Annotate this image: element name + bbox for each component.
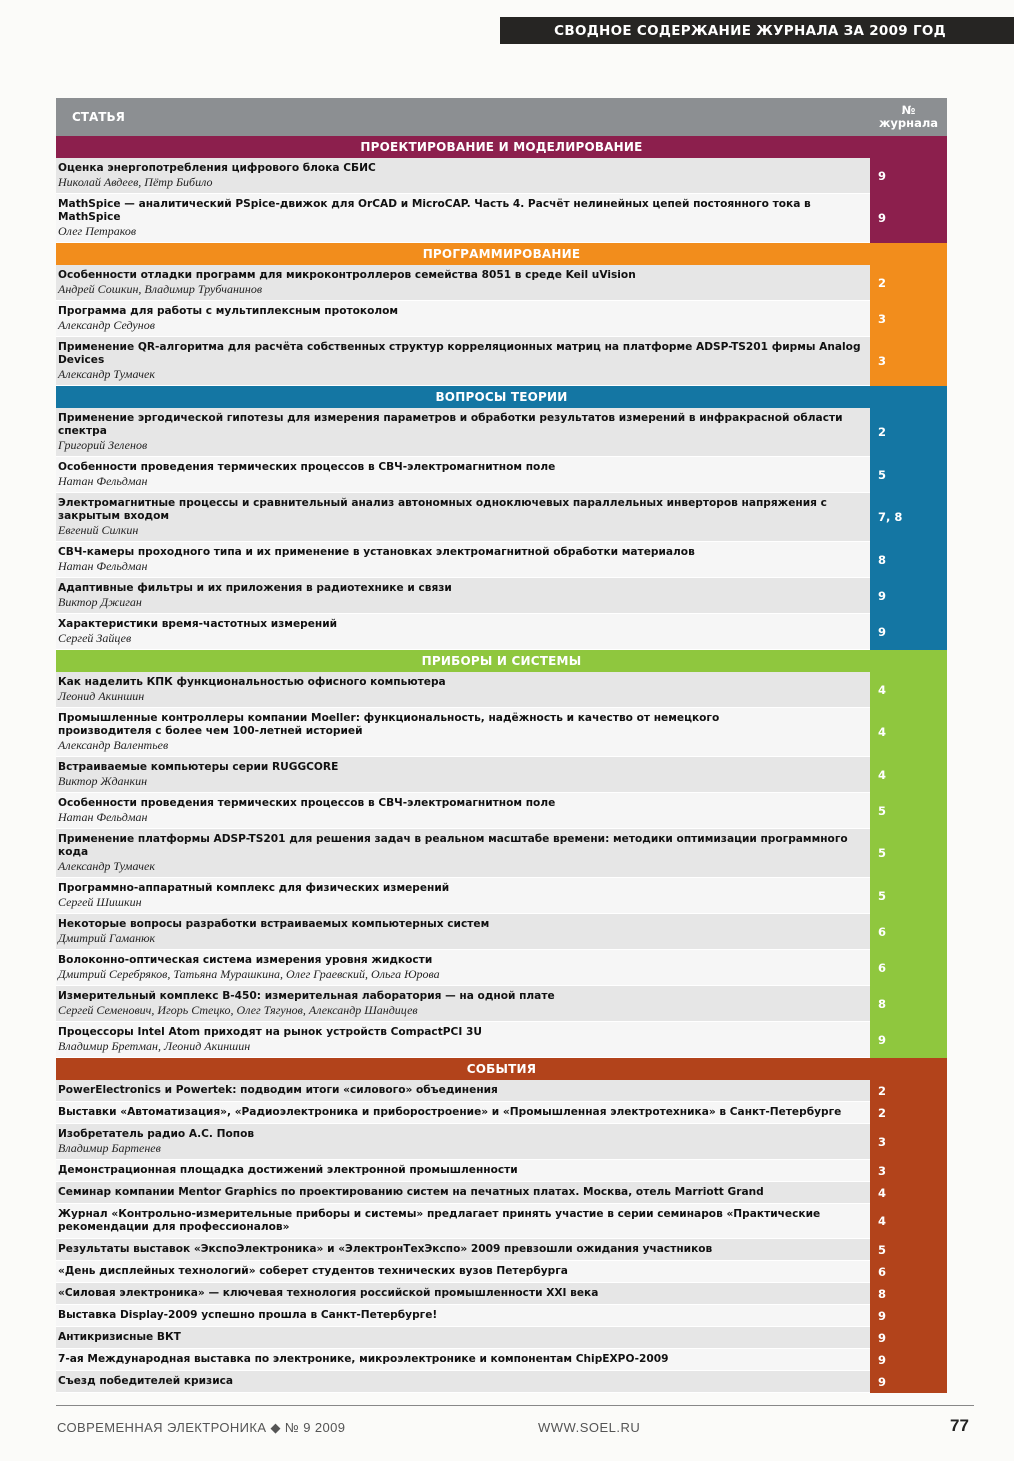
- issue-number: 9: [870, 1327, 947, 1349]
- issue-number: 5: [870, 878, 947, 914]
- article-title: Применение QR-алгоритма для расчёта собственных структур корреляционных матриц на платформе ADSP-TS201 фирмы Analog Devices: [58, 341, 861, 366]
- issue-number: 9: [870, 1022, 947, 1058]
- table-row[interactable]: [56, 158, 947, 194]
- table-row[interactable]: [56, 672, 947, 708]
- article-title: Оценка энергопотребления цифрового блока СБИС: [58, 162, 376, 174]
- header-num-word: журнала: [878, 116, 939, 130]
- article-author: Александр Тумачек: [58, 859, 155, 873]
- article-author: Натан Фельдман: [58, 474, 148, 488]
- article-author: Николай Авдеев, Пётр Бибило: [58, 175, 213, 189]
- table-row[interactable]: [56, 614, 947, 650]
- article-title: Съезд победителей кризиса: [58, 1375, 234, 1387]
- footer-website[interactable]: WWW.SOEL.RU: [538, 1420, 641, 1435]
- page-banner: [500, 17, 1014, 44]
- table-row[interactable]: [56, 1160, 947, 1182]
- article-title: Особенности проведения термических процессов в СВЧ-электромагнитном поле: [58, 797, 556, 809]
- article-title: Антикризисные ВКТ: [58, 1331, 181, 1343]
- article-author: Сергей Семенович, Игорь Стецко, Олег Тягунов, Александр Шандицев: [58, 1003, 418, 1017]
- issue-number: 3: [870, 337, 947, 386]
- section-title: ПРОГРАММИРОВАНИЕ: [56, 243, 947, 266]
- table-row[interactable]: [56, 408, 947, 457]
- article-title: Измерительный комплекс B-450: измерительная лаборатория — на одной плате: [58, 990, 555, 1002]
- article-title: Как наделить КПК функциональностью офисного компьютера: [58, 676, 446, 688]
- issue-number: 8: [870, 542, 947, 578]
- table-row[interactable]: [56, 194, 947, 243]
- article-author: Леонид Акиншин: [58, 689, 145, 703]
- table-row[interactable]: [56, 1327, 947, 1349]
- table-row[interactable]: [56, 1204, 947, 1239]
- banner-title: СВОДНОЕ СОДЕРЖАНИЕ ЖУРНАЛА ЗА 2009 ГОД: [554, 22, 946, 39]
- issue-number: 4: [870, 1204, 947, 1239]
- article-title: MathSpice — аналитический PSpice-движок для OrCAD и MicroCAP. Часть 4. Расчёт нелинейных цепей постоянного тока в MathSpice: [58, 198, 811, 223]
- table-row[interactable]: [56, 493, 947, 542]
- section-events: [56, 1058, 947, 1393]
- article-author: Олег Петраков: [58, 224, 137, 238]
- article-title: Адаптивные фильтры и их приложения в радиотехнике и связи: [58, 582, 452, 594]
- table-row[interactable]: [56, 1182, 947, 1204]
- article-title: Характеристики время-частотных измерений: [58, 618, 338, 630]
- article-author: Андрей Сошкин, Владимир Трубчанинов: [58, 282, 263, 296]
- table-header: [56, 98, 947, 136]
- issue-number: 9: [870, 1371, 947, 1393]
- issue-number: 5: [870, 793, 947, 829]
- footer-magazine: СОВРЕМЕННАЯ ЭЛЕКТРОНИКА ◆ № 9 2009: [57, 1420, 346, 1435]
- issue-number: 4: [870, 708, 947, 757]
- article-title: Выставка Display-2009 успешно прошла в Санкт-Петербурге!: [58, 1309, 438, 1321]
- article-title: Применение эргодической гипотезы для измерения параметров и обработки результатов измерений в инфракрасной области спектра: [58, 412, 843, 437]
- table-row[interactable]: [56, 457, 947, 493]
- footer-divider: [56, 1405, 974, 1406]
- table-row[interactable]: [56, 265, 947, 301]
- article-author: Натан Фельдман: [58, 559, 148, 573]
- article-title: Особенности проведения термических процессов в СВЧ-электромагнитном поле: [58, 461, 556, 473]
- table-row[interactable]: [56, 829, 947, 878]
- section-title: СОБЫТИЯ: [56, 1058, 947, 1081]
- article-title: Электромагнитные процессы и сравнительный анализ автономных одноключевых параллельных инверторов напряжения с закрытым входом: [58, 497, 827, 522]
- issue-number: 6: [870, 914, 947, 950]
- issue-number: 5: [870, 457, 947, 493]
- header-article: СТАТЬЯ: [56, 98, 870, 136]
- article-author: Сергей Зайцев: [58, 631, 132, 645]
- header-num-symbol: №: [901, 103, 916, 117]
- table-row[interactable]: [56, 708, 947, 757]
- section-title: ПРИБОРЫ И СИСТЕМЫ: [56, 650, 947, 673]
- issue-number: 2: [870, 265, 947, 301]
- table-row[interactable]: [56, 793, 947, 829]
- article-title: Выставки «Автоматизация», «Радиоэлектроника и приборостроение» и «Промышленная электротехника» в Санкт-Петербурге: [58, 1106, 842, 1118]
- section-programming: [56, 243, 947, 386]
- section-theory: [56, 386, 947, 650]
- section-title: ВОПРОСЫ ТЕОРИИ: [56, 386, 947, 409]
- article-title: Встраиваемые компьютеры серии RUGGCORE: [58, 761, 339, 773]
- issue-number: 4: [870, 757, 947, 793]
- article-author: Виктор Джиган: [58, 595, 142, 609]
- article-title: «Силовая электроника» — ключевая технология российской промышленности XXI века: [58, 1287, 599, 1299]
- contents-table: [56, 98, 947, 1393]
- table-row[interactable]: [56, 1080, 947, 1102]
- issue-number: 9: [870, 194, 947, 243]
- article-title: Программа для работы с мультиплексным протоколом: [58, 305, 399, 317]
- table-row[interactable]: [56, 986, 947, 1022]
- table-row[interactable]: [56, 1283, 947, 1305]
- issue-number: 8: [870, 986, 947, 1022]
- issue-number: 7, 8: [870, 493, 947, 542]
- article-title: Некоторые вопросы разработки встраиваемых компьютерных систем: [58, 918, 490, 930]
- table-row[interactable]: [56, 1102, 947, 1124]
- header-issue-number: [870, 98, 947, 136]
- table-row[interactable]: [56, 301, 947, 337]
- issue-number: 2: [870, 408, 947, 457]
- article-title: Процессоры Intel Atom приходят на рынок устройств CompactPCI 3U: [58, 1026, 482, 1038]
- issue-number: 3: [870, 1160, 947, 1182]
- section-design: [56, 136, 947, 243]
- table-row[interactable]: [56, 757, 947, 793]
- issue-number: 9: [870, 158, 947, 194]
- table-row[interactable]: [56, 337, 947, 386]
- issue-number: 6: [870, 950, 947, 986]
- article-title: Результаты выставок «ЭкспоЭлектроника» и «ЭлектронТехЭкспо» 2009 превзошли ожидания участников: [58, 1243, 713, 1255]
- article-author: Владимир Бретман, Леонид Акиншин: [58, 1039, 251, 1053]
- article-title: Изобретатель радио А.С. Попов: [58, 1128, 255, 1140]
- article-title: Семинар компании Mentor Graphics по проектированию систем на печатных платах. Москва, отель Marriott Grand: [58, 1186, 764, 1198]
- table-row[interactable]: [56, 1261, 947, 1283]
- issue-number: 4: [870, 672, 947, 708]
- section-devices: [56, 650, 947, 1058]
- article-author: Евгений Силкин: [58, 523, 139, 537]
- article-title: Особенности отладки программ для микроконтроллеров семейства 8051 в среде Keil uVision: [58, 269, 636, 281]
- issue-number: 9: [870, 1349, 947, 1371]
- table-row[interactable]: [56, 542, 947, 578]
- issue-number: 5: [870, 829, 947, 878]
- table-row[interactable]: [56, 1239, 947, 1261]
- table-row[interactable]: [56, 1371, 947, 1393]
- article-author: Владимир Бартенев: [58, 1141, 161, 1155]
- issue-number: 5: [870, 1239, 947, 1261]
- article-title: 7-ая Международная выставка по электронике, микроэлектронике и компонентам ChipEXPO-2009: [58, 1353, 669, 1365]
- table-row[interactable]: [56, 950, 947, 986]
- article-author: Сергей Шишкин: [58, 895, 142, 909]
- table-row[interactable]: [56, 1124, 947, 1160]
- issue-number: 9: [870, 614, 947, 650]
- issue-number: 4: [870, 1182, 947, 1204]
- article-author: Александр Седунов: [58, 318, 155, 332]
- table-row[interactable]: [56, 578, 947, 614]
- issue-number: 2: [870, 1102, 947, 1124]
- table-row[interactable]: [56, 1305, 947, 1327]
- article-author: Григорий Зеленов: [58, 438, 148, 452]
- article-author: Натан Фельдман: [58, 810, 148, 824]
- table-row[interactable]: [56, 1022, 947, 1058]
- issue-number: 6: [870, 1261, 947, 1283]
- article-title: PowerElectronics и Powertek: подводим итоги «силового» объединения: [58, 1084, 498, 1096]
- article-title: Программно-аппаратный комплекс для физических измерений: [58, 882, 450, 894]
- article-title: Журнал «Контрольно-измерительные приборы и системы» предлагает принять участие в серии семинаров «Практические рекомендации для профессионалов»: [58, 1208, 821, 1233]
- article-author: Александр Тумачек: [58, 367, 155, 381]
- table-row[interactable]: [56, 878, 947, 914]
- article-title: Применение платформы ADSP-TS201 для решения задач в реальном масштабе времени: методики оптимизации программного кода: [58, 833, 848, 858]
- issue-number: 9: [870, 1305, 947, 1327]
- issue-number: 2: [870, 1080, 947, 1102]
- table-row[interactable]: [56, 914, 947, 950]
- article-author: Дмитрий Серебряков, Татьяна Мурашкина, Олег Граевский, Ольга Юрова: [58, 967, 440, 981]
- article-author: Александр Валентьев: [58, 738, 169, 752]
- article-title: Промышленные контроллеры компании Moeller: функциональность, надёжность и качество от немецкого производителя с более чем 100-летней историей: [58, 712, 720, 737]
- issue-number: 3: [870, 1124, 947, 1160]
- issue-number: 8: [870, 1283, 947, 1305]
- issue-number: 3: [870, 301, 947, 337]
- article-title: «День дисплейных технологий» соберет студентов технических вузов Петербурга: [58, 1265, 568, 1277]
- article-title: Демонстрационная площадка достижений электронной промышленности: [58, 1164, 518, 1176]
- section-title: ПРОЕКТИРОВАНИЕ И МОДЕЛИРОВАНИЕ: [56, 136, 947, 158]
- article-author: Виктор Жданкин: [58, 774, 148, 788]
- page-number: 77: [950, 1416, 969, 1435]
- article-author: Дмитрий Гаманюк: [58, 931, 156, 945]
- table-row[interactable]: [56, 1349, 947, 1371]
- issue-number: 9: [870, 578, 947, 614]
- article-title: СВЧ-камеры проходного типа и их применение в установках электромагнитной обработки материалов: [58, 546, 695, 558]
- article-title: Волоконно-оптическая система измерения уровня жидкости: [58, 954, 433, 966]
